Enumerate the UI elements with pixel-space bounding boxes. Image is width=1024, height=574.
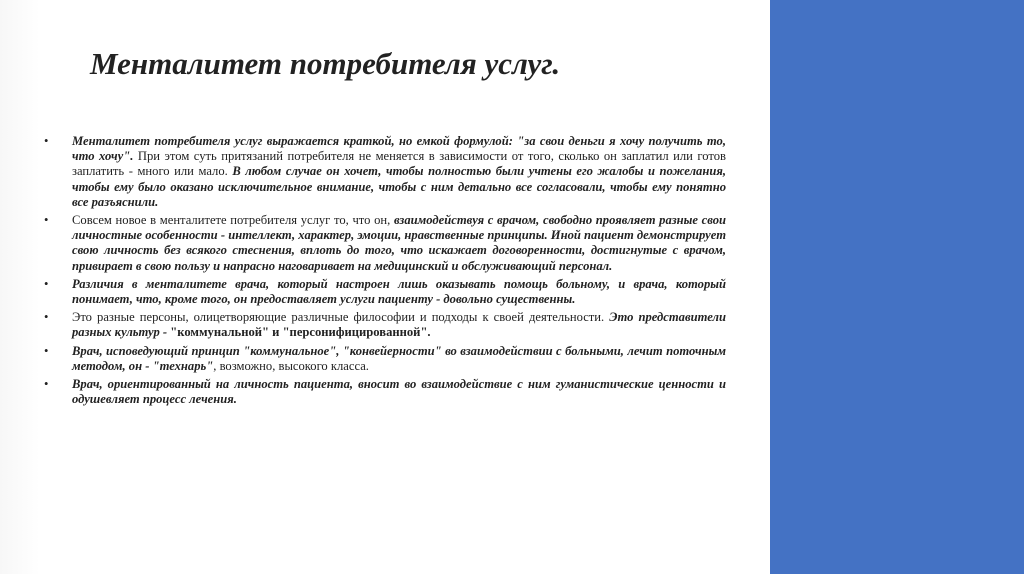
bullet-icon: • [44, 377, 49, 392]
bullet-list [44, 134, 726, 407]
accent-band [770, 0, 1024, 574]
bullet-icon: • [44, 276, 49, 291]
bullet-icon: • [44, 310, 49, 325]
item-4-emphasis: Это представители разных культур - [72, 310, 726, 340]
slide-body [44, 134, 726, 410]
bullet-icon: • [44, 213, 49, 228]
bullet-item-2 [44, 213, 726, 274]
item-6-emphasis: Врач, ориентированный на личность пациента, вносит во взаимодействие с ним гуманистические ценности и одушевляет процесс лечения. [72, 377, 726, 407]
item-4-regular: Это разные персоны, олицетворяющие различные философии и подходы к своей деятельности. [72, 310, 610, 325]
item-1-formula: Менталитет потребителя услуг выражается краткой, но емкой формулой: "за свои деньги я хочу получить то, что хочу". [72, 134, 726, 164]
bullet-item-3 [44, 277, 726, 307]
bullet-item-6 [44, 377, 726, 407]
item-3-emphasis: Различия в менталитете врача, который настроен лишь оказывать помощь больному, и врача, который понимает, что, кроме того, он предоставляет услуги пациенту - довольно существенны. [72, 276, 726, 307]
item-5-emphasis: Врач, исповедующий принцип "коммунальное", "конвейерности" во взаимодействии с больными, лечит поточным методом, он - "технарь" [72, 343, 726, 373]
slide-title: Менталитет потребителя услуг. [90, 46, 561, 81]
bullet-icon: • [44, 343, 49, 358]
bullet-item-4 [44, 310, 726, 340]
item-2-regular: Совсем новое в менталитете потребителя услуг то, что он, [72, 213, 394, 228]
item-1-emphasis: В любом случае он хочет, чтобы полностью были учтены его жалобы и пожелания, чтобы ему было оказано исключительное внимание, чтобы с ним детально все согласовали, чтобы ему понятно все разъяснили. [72, 164, 726, 209]
item-5-regular: , возможно, высокого класса. [213, 358, 369, 373]
item-1-regular: При этом суть притязаний потребителя не меняется в зависимости от того, сколько он заплатил или готов заплатить - много или мало. [72, 149, 726, 179]
bullet-icon: • [44, 134, 49, 148]
item-2-emphasis: взаимодействуя с врачом, свободно проявляет разные свои личностные особенности - интеллект, характер, эмоции, нравственные принципы. Иной пациент демонстрирует свою личность без всякого стеснения, вплоть до того, что искажает договоренности, достигнутые с врачом, привирает в свою пользу и напрасно наговаривает на медицинский и обслуживающий персонал. [72, 213, 727, 273]
bullet-item-5 [44, 344, 726, 374]
bullet-item-1 [44, 134, 726, 210]
slide-left-shade [0, 0, 40, 574]
item-4-cultures: "коммунальной" и "персонифицированной". [170, 325, 431, 340]
